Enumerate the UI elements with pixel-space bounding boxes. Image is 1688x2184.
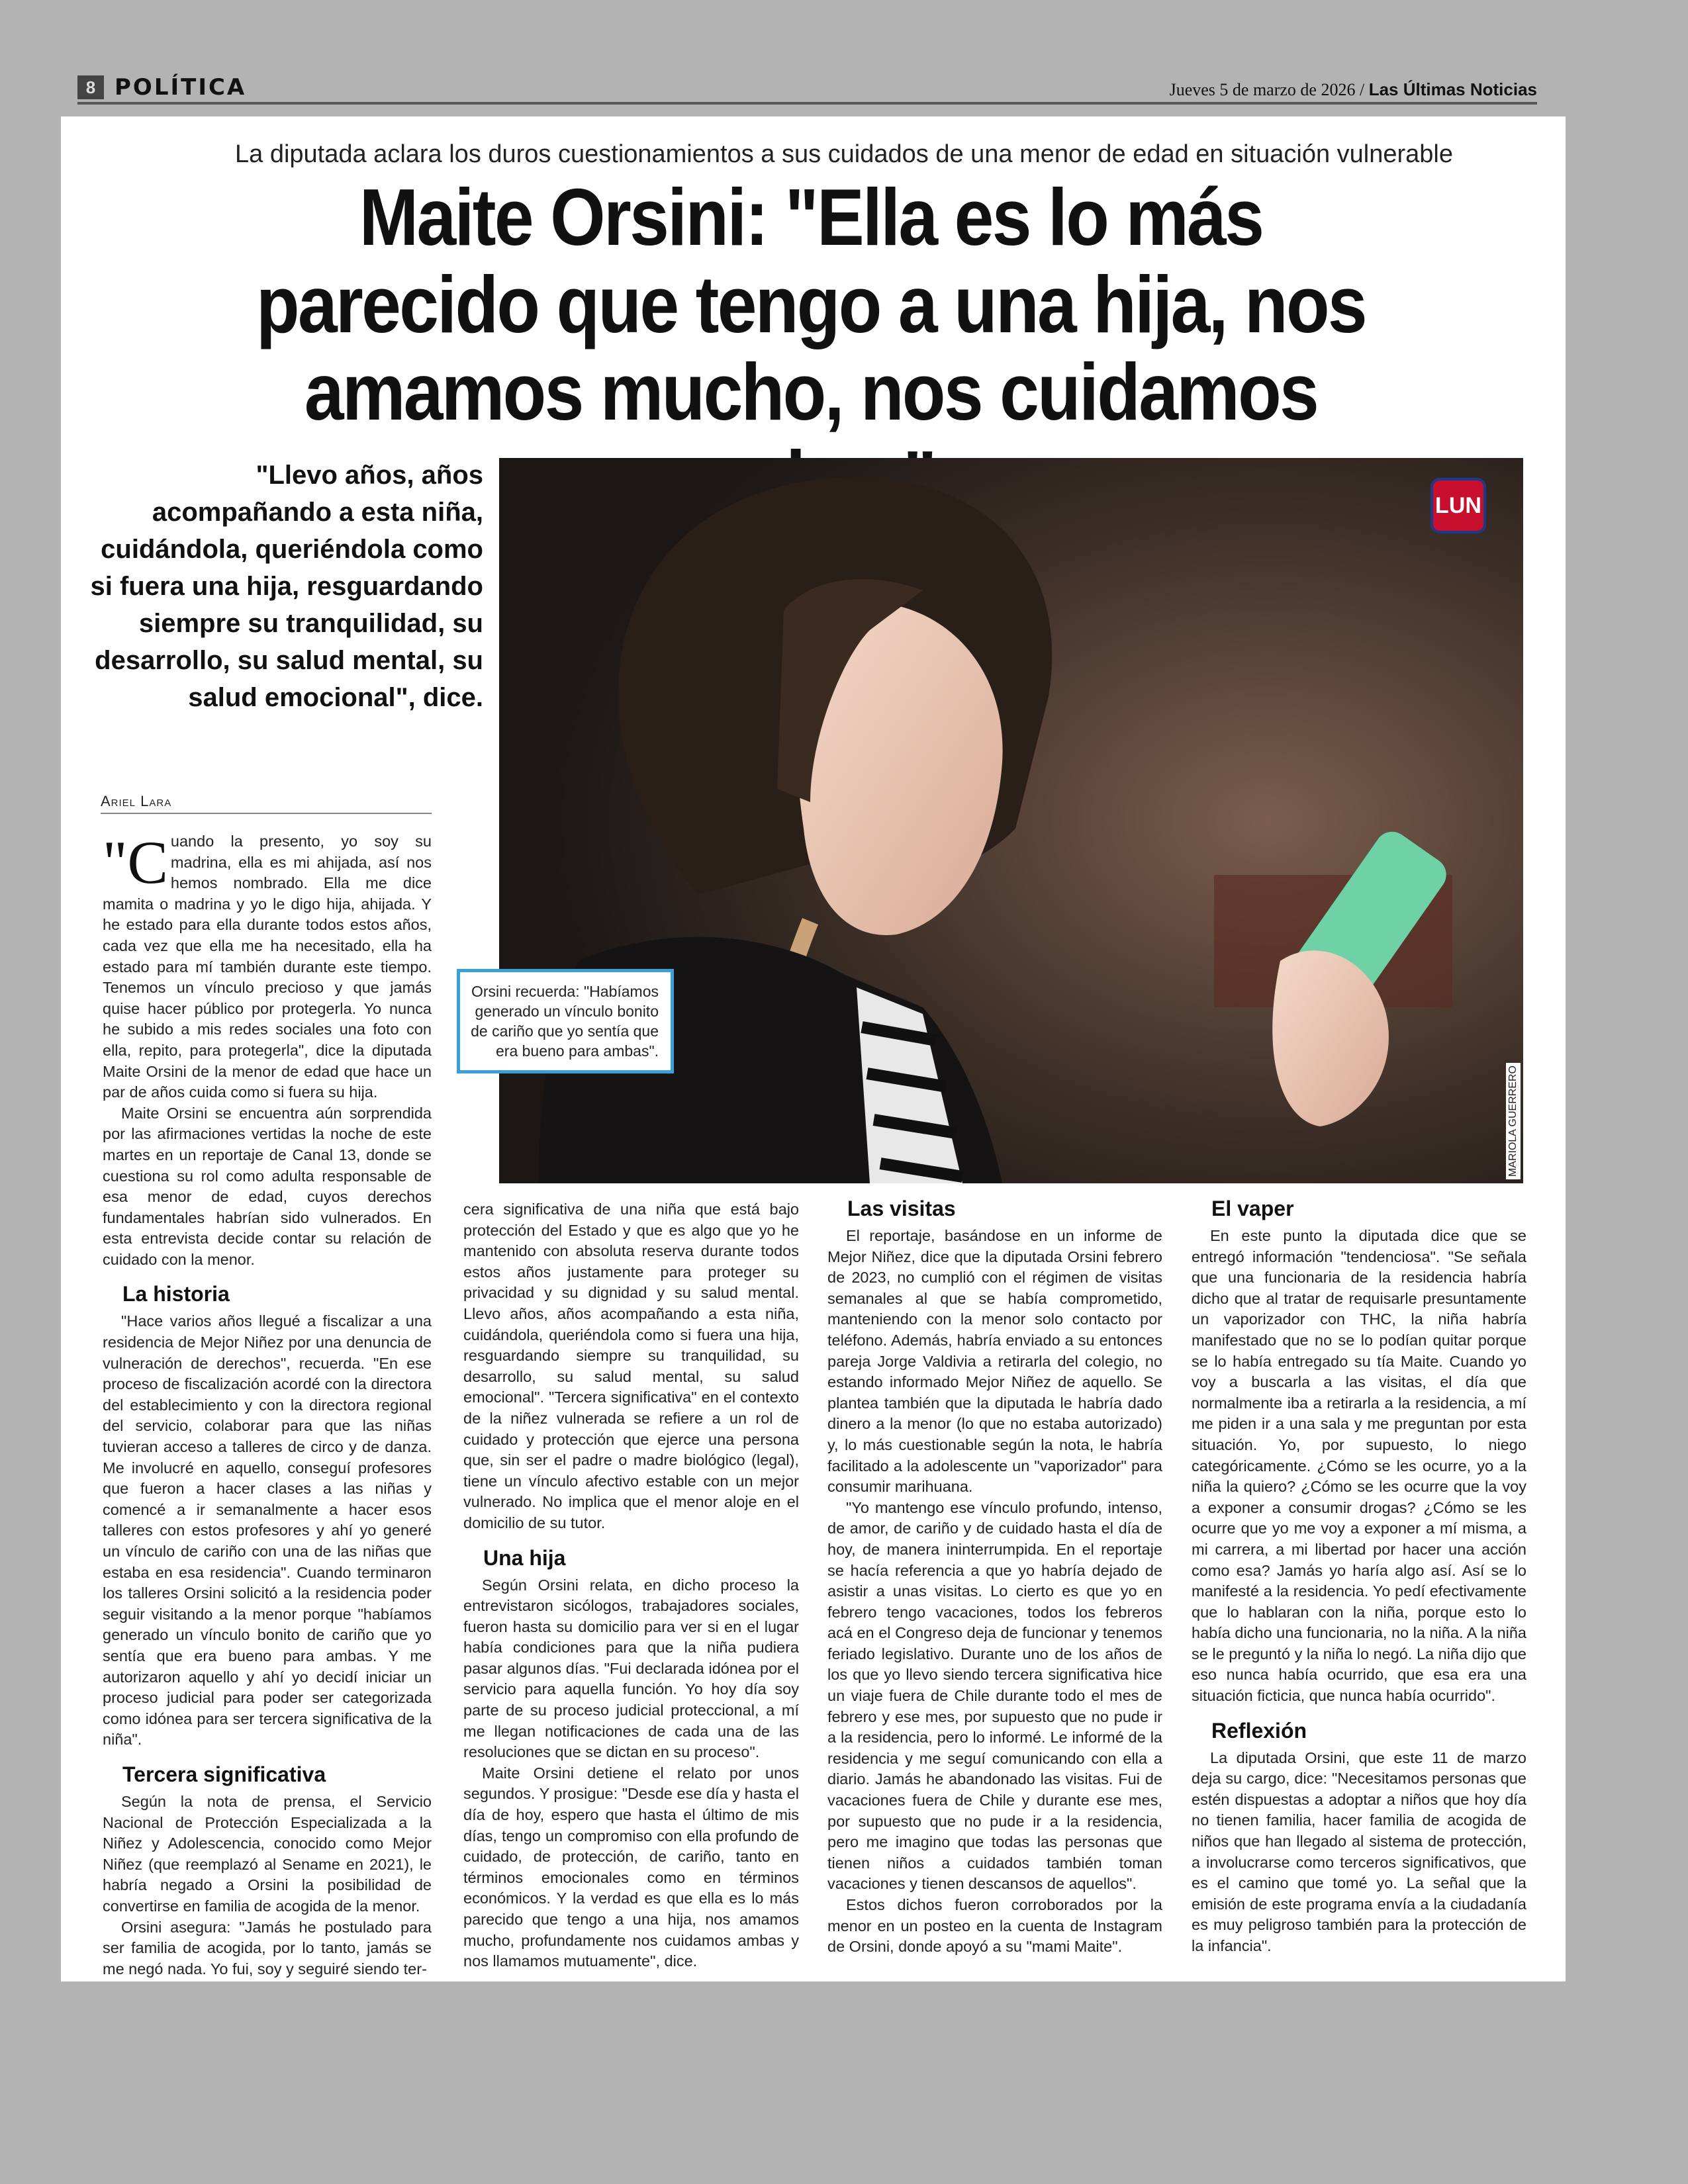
dateline bbox=[1170, 79, 1537, 100]
paragraph: Maite Orsini detiene el relato por unos segundos. Y prosigue: "Desde ese día y hasta el día de hoy, espero que hasta el último de mis días, tengo un compromiso con ella profundo de cuidado, de protección, de cariño, tanto en términos emocionales como en términos económicos. Y la verdad es que ella es lo más parecido que tengo a una hija, nos amamos mucho, profundamente nos cuidamos ambas y nos llamamos mutuamente", dice. bbox=[463, 1764, 799, 1970]
paragraph: "Yo mantengo ese vínculo profundo, intenso, de amor, de cariño y de cuidado hasta el día de hoy, de manera ininterrumpida. En el reportaje se hacía referencia a que yo habría dejado de asistir a unas visitas. Lo cierto es que yo en febrero tengo vacaciones, todos los febreros acá en el Congreso deja de funcionar y tenemos feriado legislativo. Durante uno de los años de los que yo llevo siendo tercera significativa hice un viaje fuera de Chile durante todo el mes de febrero y ese mes, por supuesto que no pude ir a la residencia, pero lo informé. Le informé de la residencia y me seguí comunicando con ella a diario. Jamás he abandonado las visitas. Fui de vacaciones fuera de Chile y durante ese mes, por supuesto que no pude ir a la residencia, pero me imagino que todas las personas que tienen niños a cuidados también toman vacaciones y tienen descansos de aquellos". bbox=[827, 1498, 1162, 1893]
paragraph: La diputada Orsini, que este 11 de marzo deja su cargo, dice: "Necesitamos personas que estén dispuestas a adoptar a niños que hoy día no tienen familia, hacer familia de acogida de niños que han llegado al sistema de protección, a involucrarse como terceros significativos, que es el camino que tomé yo. La señal que la emisión de este programa envía a la ciudadanía es muy peligroso también para la protección de la infancia". bbox=[1192, 1749, 1526, 1954]
issue-date: Jueves 5 de marzo de 2026 bbox=[1169, 80, 1356, 99]
paragraph: cera significativa de una niña que está bajo protección del Estado y que es algo que yo he mantenido con absoluta reserva durante todos estos años justamente para proteger su privacidad y su dignidad y su salud mental. Llevo años, años acompañando a esta niña, cuidándola, queriéndola como si fuera una hija, resguardando siempre su tranquilidad, su desarrollo, su salud mental, su salud emocional". "Tercera significativa" en el contexto de la niñez vulnerada se refiere a un rol de cuidado y protección que ejerce una persona que, sin ser el padre o madre biológico (legal), tiene un vínculo afectivo estable con un mejor vulnerado. No implica que el menor aloje en el domicilio de su tutor. bbox=[463, 1201, 799, 1531]
photo-credit: MARIOLA GUERRERO bbox=[1506, 1063, 1521, 1179]
paragraph: Maite Orsini se encuentra aún sorprendida por las afirmaciones vertidas la noche de este martes en un reportaje de Canal 13, donde se cuestiona su rol como adulta responsable de esa menor de edad, cuyos derechos fundamentales habrían sido vulnerados. En esta entrevista decide contar su relación de cuidado con la menor. bbox=[103, 1104, 432, 1268]
column-1 bbox=[103, 831, 432, 1979]
column-2 bbox=[463, 1199, 799, 1972]
paragraph: Según Orsini relata, en dicho proceso la entrevistaron sicólogos, trabajadores sociales, fueron hasta su domicilio para ver si en el lugar había condiciones para que la niña pudiera pasar algunos días. "Fui declarada idónea por el servicio para aquella función. Yo hoy día soy parte de su proceso judicial proteccional, a mí me llegan notificaciones de cada una de las resoluciones que se dictan en su proceso". bbox=[463, 1576, 799, 1761]
page-number: 8 bbox=[77, 75, 104, 99]
subhead-reflexion: Reflexión bbox=[1211, 1718, 1307, 1743]
subhead-visitas: Las visitas bbox=[847, 1197, 956, 1220]
subhead-hija: Una hija bbox=[483, 1545, 566, 1570]
lead-paragraph bbox=[103, 831, 432, 1103]
paragraph: Según la nota de prensa, el Servicio Nacional de Protección Especializada a la Niñez y Adolescencia, conocido como Mejor Niñez (que reemplazó al Sename en 2021), le habría negado a Orsini la posibilidad de convertirse en familia de acogida de la menor. bbox=[103, 1792, 432, 1915]
subhead-tercera: Tercera significativa bbox=[122, 1762, 326, 1786]
subhead-vaper: El vaper bbox=[1211, 1197, 1294, 1220]
dateline-separator: / bbox=[1359, 80, 1365, 99]
lun-logo: LUN bbox=[1430, 478, 1486, 533]
photo-caption: Orsini recuerda: "Habíamos generado un vínculo bonito de cariño que yo sentía que era bueno para ambas". bbox=[457, 969, 674, 1073]
paragraph: Estos dichos fueron corroborados por la menor en un posteo en la cuenta de Instagram de Orsini, donde apoyó a su "mami Maite". bbox=[827, 1896, 1162, 1956]
paragraph: "Hace varios años llegué a fiscalizar a una residencia de Mejor Niñez por una denuncia de vulneración de derechos", recuerda. "En ese proceso de fiscalización acordé con la directora del establecimiento y con la directora regional del servicio, colaborar para que las niñas tuvieran acceso a talleres de circo y de danza. Me involucré en aquello, conseguí profesores que fueron a hacer clases a las niñas y comencé a ir semanalmente a hacer esos talleres con estos profesores y ahí yo generé un vínculo de cariño con una de las niñas que estaba en esa residencia". Cuando terminaron los talleres Orsini solicitó a la residencia poder seguir visitando a la menor porque "habíamos generado un vínculo bonito de cariño que yo sentía que era bueno para ambas. Y me autorizaron aquello y ahí yo decidí iniciar un proceso judicial para poder ser categorizada como idónea para ser tercera significativa de la niña". bbox=[103, 1312, 432, 1749]
section-name: POLÍTICA bbox=[115, 74, 247, 101]
article-headline: Maite Orsini: "Ella es lo más parecido que tengo a una hija, nos amamos mucho, nos cuidamos bbox=[256, 172, 1366, 437]
photo-illustration bbox=[499, 458, 1523, 1183]
publication-name: Las Últimas Noticias bbox=[1368, 79, 1537, 99]
lead-text: uando la presento, yo soy su madrina, ella es mi ahijada, así nos hemos nombrado. Ella me dice mamita o madrina y yo le digo hija, ahijada. Y he estado para ella durante todos estos años, cada vez que ella me ha necesitado, ella ha estado para mí también durante este tiempo. Tenemos un vínculo precioso y que jamás quise hacer público por protegerla. Yo nunca he subido a mis redes sociales una foto con ella, repito, para protegerla", dice la diputada Maite Orsini de la menor de edad que hace un par de años cuida como si fuera su hija. bbox=[103, 833, 432, 1101]
drop-cap: "C bbox=[103, 829, 168, 896]
page-header bbox=[77, 74, 1537, 105]
article-photo bbox=[499, 458, 1523, 1183]
pull-quote: "Llevo años, años acompañando a esta niña, cuidándola, queriéndola como si fuera una hija, resguardando siempre su tranquilidad, su desarrollo, su salud mental, su salud emocional", dice. bbox=[90, 461, 483, 712]
paragraph: En este punto la diputada dice que se entregó información "tendenciosa". "Se señala que una funcionaria de la residencia habría dicho que al tratar de requisarle presuntamente un vaporizador con THC, la niña habría manifestado que no se lo podían quitar porque se lo había entregado su tía Maite. Cuando yo voy a buscarla a las visitas, el día que normalmente iba a retirarla a la residencia, a mí me piden ir a una sala y me preguntan por esta situación. Yo, por supuesto, lo niego categóricamente. ¿Cómo se les ocurre, yo a la niña la quiero? ¿Cómo se les ocurre que la voy a exponer a consumir drogas? ¿Cómo se les ocurre que yo me voy a exponer a mí misma, a mi carrera, a mi libertad por hacer una acción como esa? Jamás yo haría algo así. Así se lo manifesté a la residencia. Yo pedí efectivamente que lo hablaran con la niña, porque esto lo había dicho una funcionaria, no la niña. A la niña se le preguntó y la niña lo negó. La niña dijo que eso nunca había ocurrido, que esa era una situación ficticia, que nunca había ocurrido". bbox=[1192, 1227, 1526, 1705]
article-kicker: La diputada aclara los duros cuestionamientos a sus cuidados de una menor de edad en situación vulnerable bbox=[235, 140, 1453, 168]
column-4 bbox=[1192, 1197, 1526, 1957]
paragraph: Orsini asegura: "Jamás he postulado para ser familia de acogida, por lo tanto, jamás se me negó nada. Yo fui, soy y seguiré siendo ter- bbox=[103, 1918, 432, 1978]
byline: Ariel Lara bbox=[101, 793, 432, 814]
paragraph: El reportaje, basándose en un informe de Mejor Niñez, dice que la diputada Orsini febrero de 2023, no cumplió con el régimen de visitas semanales al que se había comprometido, manteniendo con la menor solo contacto por teléfono. Además, habría enviado a su entonces pareja Jorge Valdivia a retirarla del colegio, no estando informado Mejor Niñez de aquello. Se plantea también que la diputada le habría dado dinero a la menor (lo que no estaba autorizado) y, lo más cuestionable según la nota, le habría facilitado a la adolescente un "vaporizador" para consumir marihuana. bbox=[827, 1227, 1162, 1496]
subhead-historia: La historia bbox=[122, 1282, 230, 1306]
column-3 bbox=[827, 1197, 1162, 1958]
